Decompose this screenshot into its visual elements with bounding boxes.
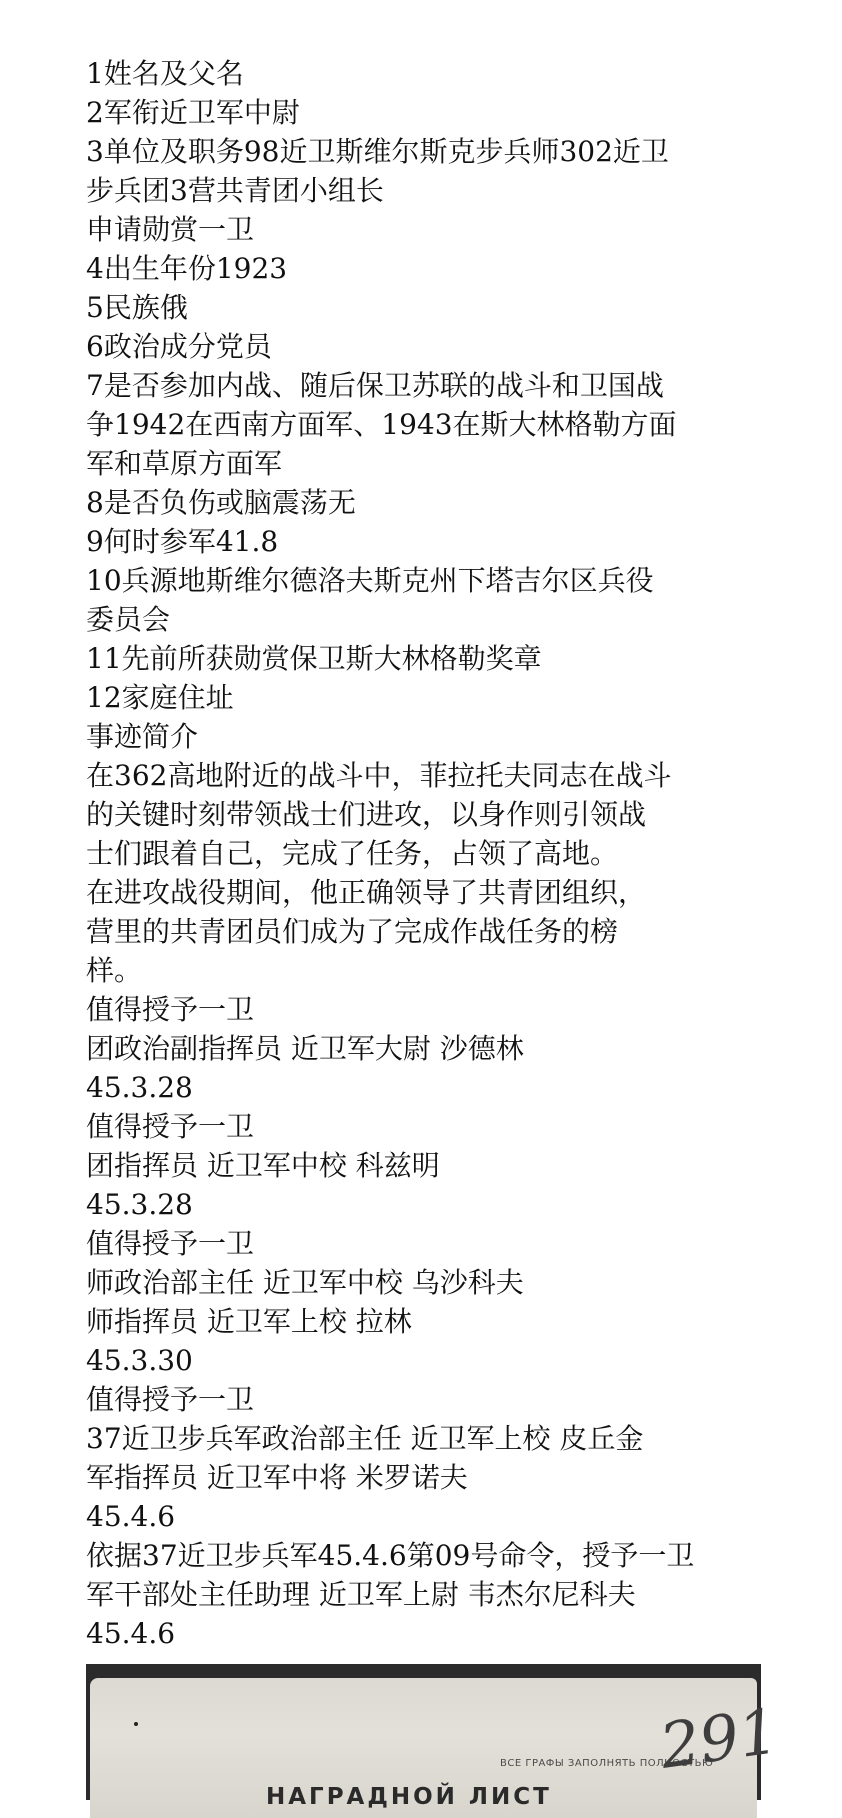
text-line: 样。	[86, 954, 143, 987]
text-line: 步兵团3营共青团小组长	[86, 174, 384, 207]
scan-instruction-note: ВСЕ ГРАФЫ ЗАПОЛНЯТЬ ПОЛНОСТЬЮ	[500, 1758, 714, 1769]
text-line: 11先前所获勋赏保卫斯大林格勒奖章	[86, 642, 542, 675]
text-line: 争1942在西南方面军、1943在斯大林格勒方面	[86, 408, 677, 441]
text-line: 37近卫步兵军政治部主任 近卫军上校 皮丘金	[86, 1422, 644, 1455]
text-line: 的关键时刻带领战士们进攻，以身作则引领战	[86, 798, 647, 831]
text-line: 申请勋赏一卫	[86, 213, 255, 246]
text-line: 值得授予一卫	[86, 1383, 255, 1416]
text-line: 军指挥员 近卫军中将 米罗诺夫	[86, 1461, 468, 1494]
text-line: 5民族俄	[86, 291, 188, 324]
text-line: 2军衔近卫军中尉	[86, 96, 300, 129]
text-line: 45.4.6	[86, 1500, 176, 1533]
text-line: 值得授予一卫	[86, 1227, 255, 1260]
text-line: 3单位及职务98近卫斯维尔斯克步兵师302近卫	[86, 135, 669, 168]
text-line: 依据37近卫步兵军45.4.6第09号命令，授予一卫	[86, 1539, 695, 1572]
text-line: 45.3.30	[86, 1344, 193, 1377]
text-line: 9何时参军41.8	[86, 525, 279, 558]
text-line: 值得授予一卫	[86, 1110, 255, 1143]
text-line: 委员会	[86, 603, 171, 636]
text-line: 事迹简介	[86, 720, 199, 753]
handwritten-page-number: 291	[655, 1694, 783, 1783]
text-line: 营里的共青团员们成为了完成作战任务的榜	[86, 915, 619, 948]
text-line: 45.3.28	[86, 1188, 193, 1221]
text-line: 10兵源地斯维尔德洛夫斯克州下塔吉尔区兵役	[86, 564, 654, 597]
document-text	[86, 54, 766, 1653]
text-line: 值得授予一卫	[86, 993, 255, 1026]
text-line: 在进攻战役期间，他正确领导了共青团组织，	[86, 876, 647, 909]
text-line: 8是否负伤或脑震荡无	[86, 486, 356, 519]
text-line: 师政治部主任 近卫军中校 乌沙科夫	[86, 1266, 524, 1299]
text-line: 7是否参加内战、随后保卫苏联的战斗和卫国战	[86, 369, 664, 402]
text-line: 45.4.6	[86, 1617, 176, 1650]
text-line: 士们跟着自己，完成了任务，占领了高地。	[86, 837, 619, 870]
text-line: 军和草原方面军	[86, 447, 283, 480]
scanned-award-sheet-image	[86, 1664, 783, 1810]
text-line: 12家庭住址	[86, 681, 234, 714]
text-line: 1姓名及父名	[86, 57, 244, 90]
text-line: 军干部处主任助理 近卫军上尉 韦杰尔尼科夫	[86, 1578, 636, 1611]
punch-hole-mark	[134, 1722, 138, 1726]
text-line: 在362高地附近的战斗中，菲拉托夫同志在战斗	[86, 759, 672, 792]
text-line: 45.3.28	[86, 1071, 193, 1104]
text-line: 师指挥员 近卫军上校 拉林	[86, 1305, 412, 1338]
scan-form-title: НАГРАДНОЙ ЛИСТ	[266, 1784, 552, 1810]
scanned-paper	[90, 1678, 783, 1818]
text-line: 6政治成分党员	[86, 330, 272, 363]
text-line: 4出生年份1923	[86, 252, 288, 285]
text-line: 团政治副指挥员 近卫军大尉 沙德林	[86, 1032, 524, 1065]
text-line: 团指挥员 近卫军中校 科兹明	[86, 1149, 440, 1182]
